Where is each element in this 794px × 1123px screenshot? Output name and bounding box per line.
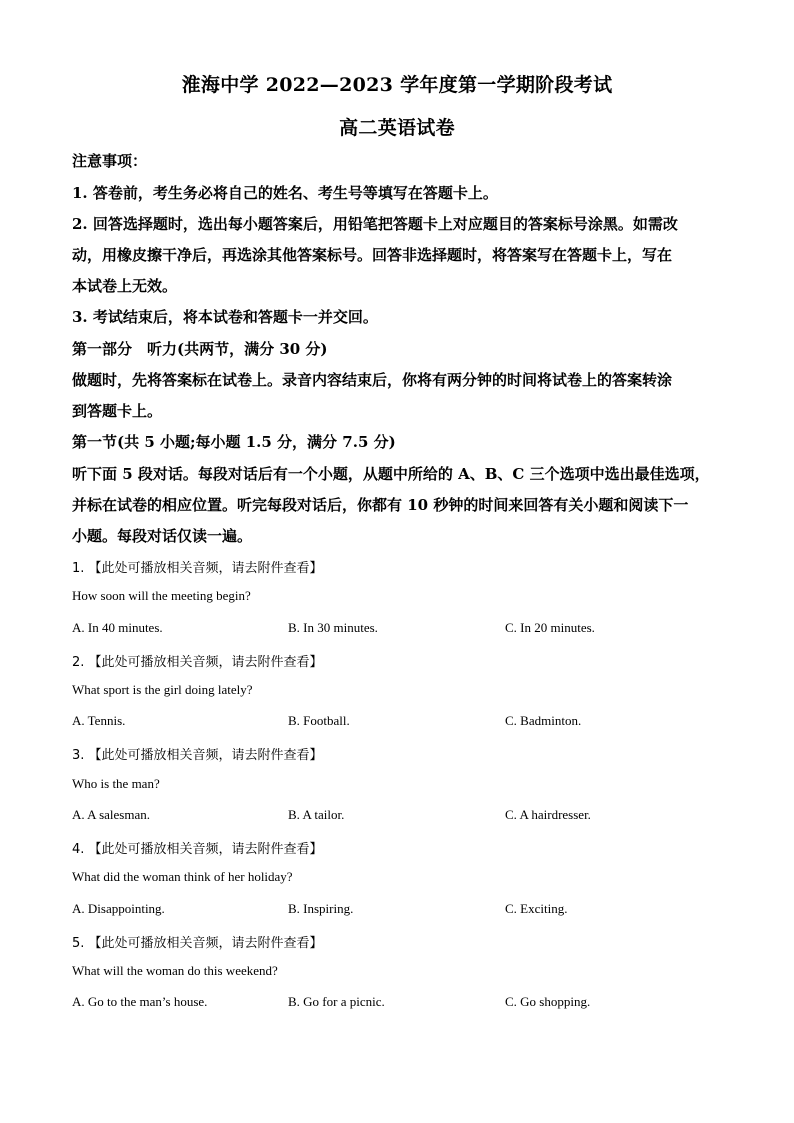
question-text: What will the woman do this weekend? [72,963,278,978]
option-a: A. Tennis. [72,713,126,728]
notes-line: 1. 答卷前，考生务必将自己的姓名、考生号等填写在答题卡上。 [72,184,498,202]
section-instruction: 听下面 5 段对话。每段对话后有一个小题，从题中所给的 A、B、C 三个选项中选出最佳选项， [72,465,710,483]
part1-heading: 第一部分 听力(共两节，满分 30 分) [72,340,328,358]
option-b: B. A tailor. [288,807,345,822]
notes-line: 本试卷上无效。 [72,277,178,295]
option-c: C. A hairdresser. [505,807,591,822]
part1-instruction: 做题时，先将答案标在试卷上。录音内容结束后，你将有两分钟的时间将试卷上的答案转涂 [72,371,673,389]
notes-line: 2. 回答选择题时，选出每小题答案后，用铅笔把答题卡上对应题目的答案标号涂黑。如需改 [72,215,678,233]
option-a: A. Go to the man’s house. [72,994,208,1009]
exam-subtitle: 高二英语试卷 [339,117,455,139]
question-text: What did the woman think of her holiday? [72,869,293,884]
question-audio-link[interactable]: 4. 【此处可播放相关音频，请去附件查看】 [72,842,323,857]
question-audio-link[interactable]: 5. 【此处可播放相关音频，请去附件查看】 [72,936,323,951]
option-c: C. Exciting. [505,901,568,916]
question-text: Who is the man? [72,776,160,791]
notes-line: 动，用橡皮擦干净后，再选涂其他答案标号。回答非选择题时，将答案写在答题卡上，写在 [72,246,673,264]
question-text: What sport is the girl doing lately? [72,682,253,697]
option-a: A. In 40 minutes. [72,620,163,635]
question-audio-link[interactable]: 2. 【此处可播放相关音频，请去附件查看】 [72,655,323,670]
part1-instruction: 到答题卡上。 [72,402,163,420]
section-instruction: 小题。每段对话仅读一遍。 [72,527,253,545]
option-c: C. In 20 minutes. [505,620,595,635]
option-b: B. Inspiring. [288,901,354,916]
question-audio-link[interactable]: 3. 【此处可播放相关音频，请去附件查看】 [72,748,323,763]
option-c: C. Badminton. [505,713,582,728]
question-text: How soon will the meeting begin? [72,588,251,603]
exam-title: 淮海中学 2022—2023 学年度第一学期阶段考试 [181,74,613,96]
notes-heading: 注意事项： [72,152,148,170]
option-b: B. In 30 minutes. [288,620,378,635]
option-c: C. Go shopping. [505,994,591,1009]
question-audio-link[interactable]: 1. 【此处可播放相关音频，请去附件查看】 [72,561,323,576]
option-b: B. Go for a picnic. [288,994,385,1009]
section-heading: 第一节(共 5 小题;每小题 1.5 分，满分 7.5 分) [72,433,396,451]
option-b: B. Football. [288,713,350,728]
section-instruction: 并标在试卷的相应位置。听完每段对话后，你都有 10 秒钟的时间来回答有关小题和阅读下一 [72,496,689,514]
notes-line: 3. 考试结束后，将本试卷和答题卡一并交回。 [72,308,378,326]
option-a: A. Disappointing. [72,901,165,916]
option-a: A. A salesman. [72,807,150,822]
